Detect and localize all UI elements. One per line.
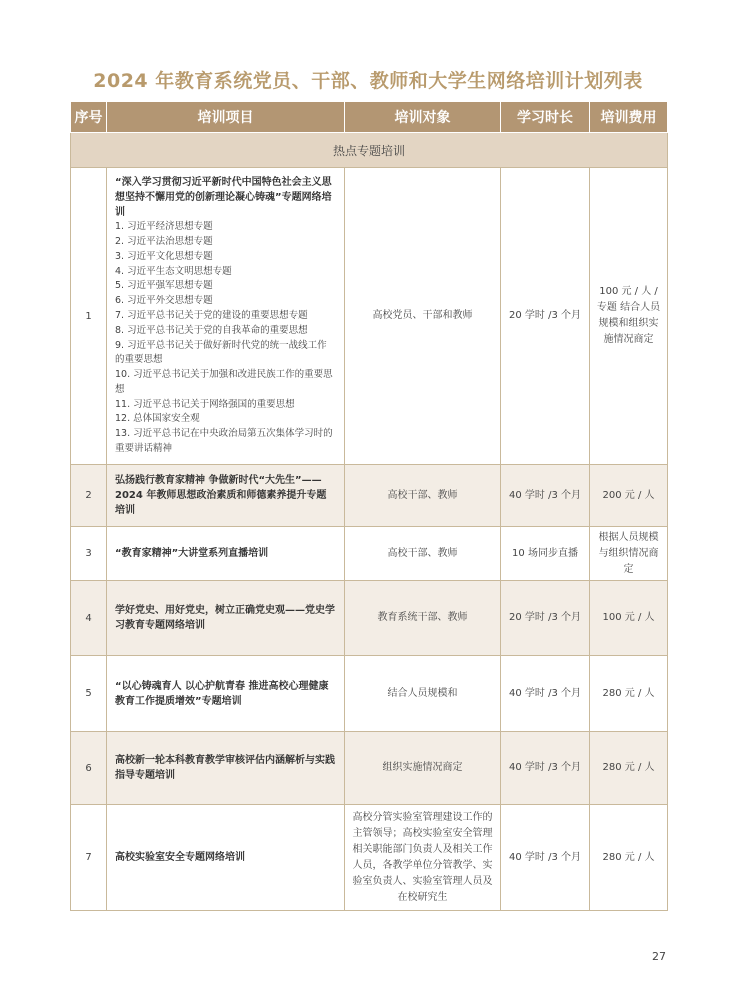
- topic-item: 11. 习近平总书记关于网络强国的重要思想: [115, 398, 295, 410]
- project-title: 弘扬践行教育家精神 争做新时代“大先生”——2024 年教师思想政治素质和师德素养提升专题培训: [115, 475, 327, 516]
- project-cell: [107, 168, 345, 465]
- duration-cell: 40 学时 /3 个月: [501, 465, 590, 527]
- project-cell: [107, 656, 345, 732]
- row-number: 4: [71, 581, 107, 656]
- fee-cell: 200 元 / 人: [590, 465, 668, 527]
- category-row: [71, 133, 668, 168]
- row-number: 5: [71, 656, 107, 732]
- topic-item: 1. 习近平经济思想专题: [115, 221, 213, 233]
- topic-item: 5. 习近平强军思想专题: [115, 280, 213, 292]
- fee-cell: 根据人员规模与组织情况商定: [590, 527, 668, 581]
- target-cell: 高校干部、教师: [345, 527, 501, 581]
- row-number: 7: [71, 805, 107, 911]
- topic-item: 3. 习近平文化思想专题: [115, 250, 213, 262]
- project-cell: [107, 465, 345, 527]
- topic-item: 2. 习近平法治思想专题: [115, 235, 213, 247]
- row-number: 6: [71, 732, 107, 805]
- fee-cell: 280 元 / 人: [590, 732, 668, 805]
- table-row: [71, 168, 668, 465]
- project-title: “教育家精神”大讲堂系列直播培训: [115, 548, 269, 559]
- project-title: “以心铸魂育人 以心护航青春 推进高校心理健康教育工作提质增效”专题培训: [115, 680, 329, 707]
- project-cell: [107, 581, 345, 656]
- project-title: “深入学习贯彻习近平新时代中国特色社会主义思想坚持不懈用党的创新理论凝心铸魂”专题网络培训: [115, 177, 332, 219]
- duration-cell: 10 场同步直播: [501, 527, 590, 581]
- duration-cell: 20 学时 /3 个月: [501, 168, 590, 465]
- duration-cell: 40 学时 /3 个月: [501, 656, 590, 732]
- target-cell: 高校干部、教师: [345, 465, 501, 527]
- table-row: [71, 732, 668, 805]
- target-cell: 高校分管实验室管理建设工作的主管领导；高校实验室安全管理相关职能部门负责人及相关工作人员，各教学单位分管教学、实验室负责人、实验室管理人员及在校研究生: [345, 805, 501, 911]
- table-row: [71, 656, 668, 732]
- project-title: 高校实验室安全专题网络培训: [115, 852, 245, 863]
- topic-item: 10. 习近平总书记关于加强和改进民族工作的重要思想: [115, 369, 333, 395]
- row-number: 1: [71, 168, 107, 465]
- project-cell: [107, 805, 345, 911]
- topic-item: 12. 总体国家安全观: [115, 413, 200, 425]
- fee-cell: 100 元 / 人 / 专题 结合人员规模和组织实施情况商定: [590, 168, 668, 465]
- header-target: 培训对象: [345, 102, 501, 133]
- header-no: 序号: [71, 102, 107, 133]
- table-header-row: [71, 102, 668, 133]
- fee-cell: 100 元 / 人: [590, 581, 668, 656]
- project-title: 高校新一轮本科教育教学审核评估内涵解析与实践指导专题培训: [115, 755, 335, 781]
- category-label: 热点专题培训: [71, 133, 668, 168]
- page-number: 27: [652, 950, 666, 963]
- duration-cell: 40 学时 /3 个月: [501, 805, 590, 911]
- table-row: [71, 805, 668, 911]
- table-row: [71, 527, 668, 581]
- training-plan-table: [70, 101, 668, 911]
- project-cell: [107, 732, 345, 805]
- page-title: 2024 年教育系统党员、干部、教师和大学生网络培训计划列表: [93, 70, 643, 92]
- header-duration: 学习时长: [501, 102, 590, 133]
- target-cell: 结合人员规模和: [345, 656, 501, 732]
- fee-cell: 280 元 / 人: [590, 656, 668, 732]
- project-title: 学好党史、用好党史，树立正确党史观——党史学习教育专题网络培训: [115, 605, 335, 631]
- topic-item: 8. 习近平总书记关于党的自我革命的重要思想: [115, 324, 308, 336]
- topic-item: 4. 习近平生态文明思想专题: [115, 265, 232, 277]
- header-fee: 培训费用: [590, 102, 668, 133]
- header-project: 培训项目: [107, 102, 345, 133]
- table-row: [71, 465, 668, 527]
- table-row: [71, 581, 668, 656]
- target-cell: 教育系统干部、教师: [345, 581, 501, 656]
- row-number: 2: [71, 465, 107, 527]
- target-cell: 高校党员、干部和教师: [345, 168, 501, 465]
- project-cell: [107, 527, 345, 581]
- topic-item: 9. 习近平总书记关于做好新时代党的统一战线工作的重要思想: [115, 339, 327, 366]
- topic-item: 13. 习近平总书记在中央政治局第五次集体学习时的重要讲话精神: [115, 428, 333, 455]
- topic-item: 7. 习近平总书记关于党的建设的重要思想专题: [115, 309, 308, 321]
- duration-cell: 20 学时 /3 个月: [501, 581, 590, 656]
- duration-cell: 40 学时 /3 个月: [501, 732, 590, 805]
- row-number: 3: [71, 527, 107, 581]
- target-cell: 组织实施情况商定: [345, 732, 501, 805]
- fee-cell: 280 元 / 人: [590, 805, 668, 911]
- topic-item: 6. 习近平外交思想专题: [115, 295, 213, 307]
